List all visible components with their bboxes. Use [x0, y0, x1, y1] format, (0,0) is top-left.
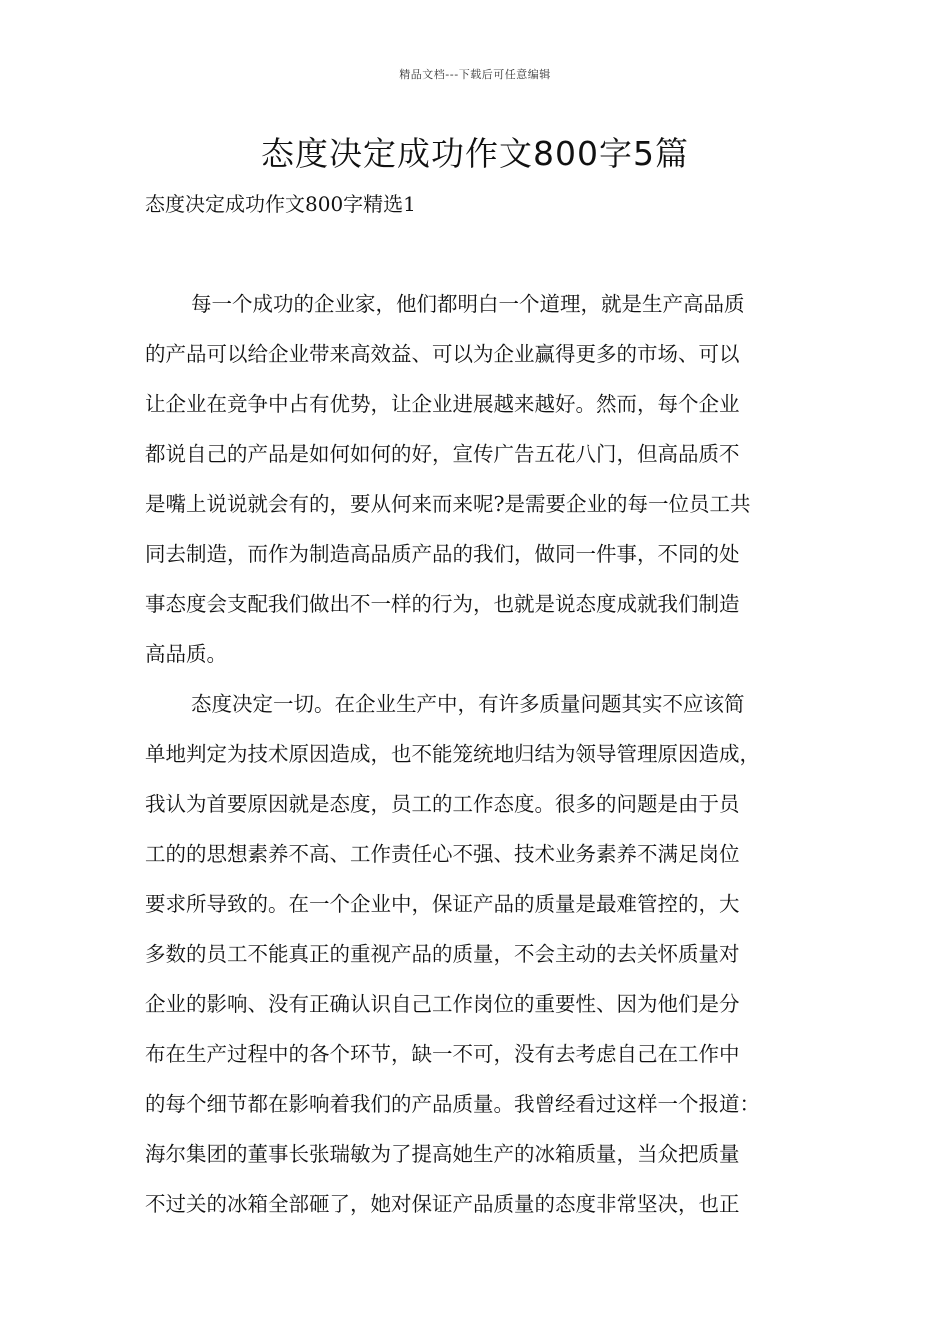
page-title: 态度决定成功作文800字5篇: [261, 134, 689, 173]
text-line: 布在生产过程中的各个环节，缺一不可，没有去考虑自己在工作中: [145, 1042, 740, 1066]
text-line: 多数的员工不能真正的重视产品的质量，不会主动的去关怀质量对: [145, 942, 740, 966]
text-line: 的产品可以给企业带来高效益、可以为企业赢得更多的市场、可以: [145, 342, 740, 366]
text-line: 同去制造，而作为制造高品质产品的我们，做同一件事，不同的处: [145, 542, 740, 566]
text-line: 是嘴上说说就会有的，要从何来而来呢?是需要企业的每一位员工共: [145, 492, 751, 516]
text-line: 要求所导致的。在一个企业中，保证产品的质量是最难管控的，大: [145, 892, 740, 916]
text-line: 我认为首要原因就是态度，员工的工作态度。很多的问题是由于员: [145, 792, 740, 816]
text-line: 的每个细节都在影响着我们的产品质量。我曾经看过这样一个报道：: [145, 1092, 760, 1116]
text-line: 事态度会支配我们做出不一样的行为，也就是说态度成就我们制造: [145, 592, 740, 616]
header-note: 精品文档---下载后可任意编辑: [399, 68, 551, 81]
text-line: 让企业在竞争中占有优势，让企业进展越来越好。然而，每个企业: [145, 392, 740, 416]
text-line: 都说自己的产品是如何如何的好，宣传广告五花八门，但高品质不: [145, 442, 740, 466]
text-line: 不过关的冰箱全部砸了，她对保证产品质量的态度非常坚决，也正: [145, 1192, 740, 1216]
text-line: 态度决定一切。在企业生产中，有许多质量问题其实不应该简: [191, 692, 745, 716]
text-line: 单地判定为技术原因造成，也不能笼统地归结为领导管理原因造成，: [145, 742, 760, 766]
text-line: 高品质。: [145, 642, 227, 666]
text-line: 海尔集团的董事长张瑞敏为了提高她生产的冰箱质量，当众把质量: [145, 1142, 740, 1166]
paragraph-1: [145, 279, 805, 679]
text-line: 企业的影响、没有正确认识自己工作岗位的重要性、因为他们是分: [145, 992, 740, 1016]
section-subtitle: 态度决定成功作文800字精选1: [145, 192, 416, 216]
paragraph-2: [145, 679, 805, 1229]
article-body: [145, 279, 805, 1229]
text-line: 每一个成功的企业家，他们都明白一个道理，就是生产高品质: [191, 292, 745, 316]
text-line: 工的的思想素养不高、工作责任心不强、技术业务素养不满足岗位: [145, 842, 740, 866]
